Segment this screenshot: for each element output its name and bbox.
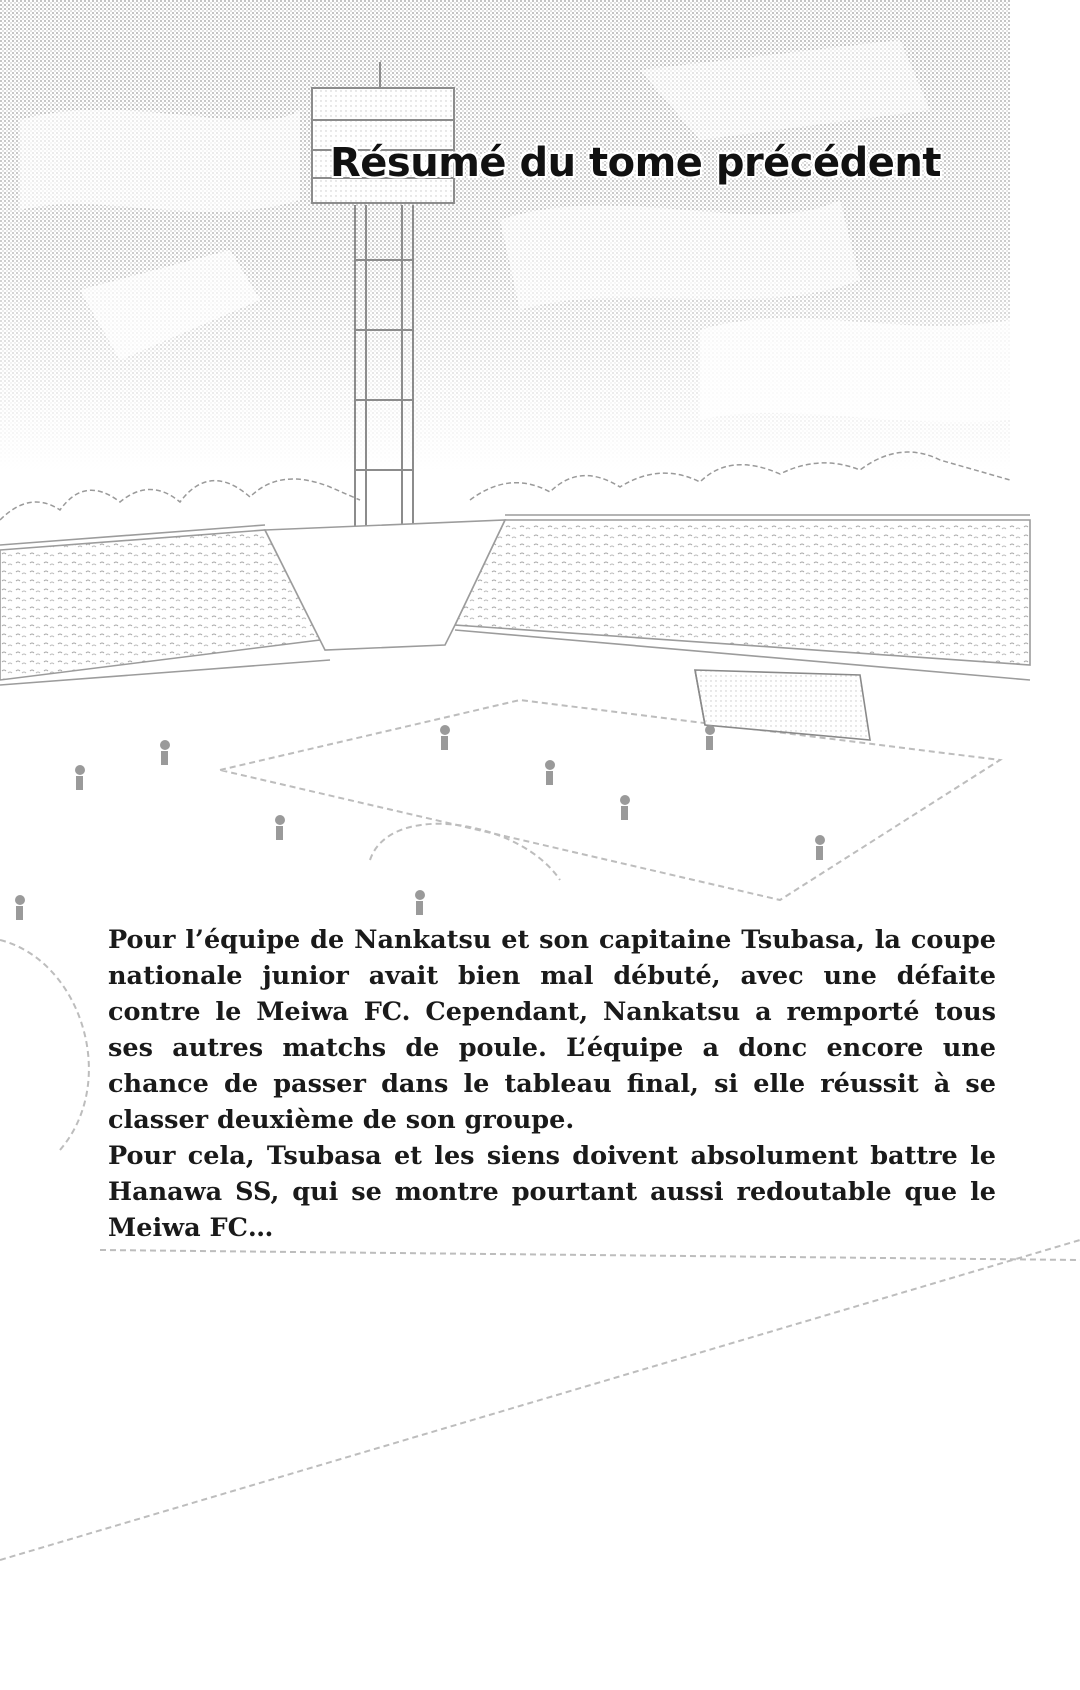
players [15,725,825,920]
goal-net [695,670,870,740]
summary-text-block [108,922,996,1246]
summary-paragraph-2: Pour cela, Tsubasa et les siens doivent absolument battre le Hanawa SS, qui se montre pourtant aussi redoutable que le Meiwa FC… [108,1141,996,1243]
summary-paragraph-1: Pour l’équipe de Nankatsu et son capitaine Tsubasa, la coupe nationale junior avait bien mal débuté, avec une défaite contre le Meiwa FC. Cependant, Nankatsu a remporté tous ses autres matchs de poule. L’équipe a donc encore une chance de passer dans le tableau final, si elle réussit à se classer deuxième de son groupe. [108,925,996,1135]
stadium-stands [0,515,1030,685]
page-title: Résumé du tome précédent [330,140,942,186]
sky-halftone [0,0,1010,470]
